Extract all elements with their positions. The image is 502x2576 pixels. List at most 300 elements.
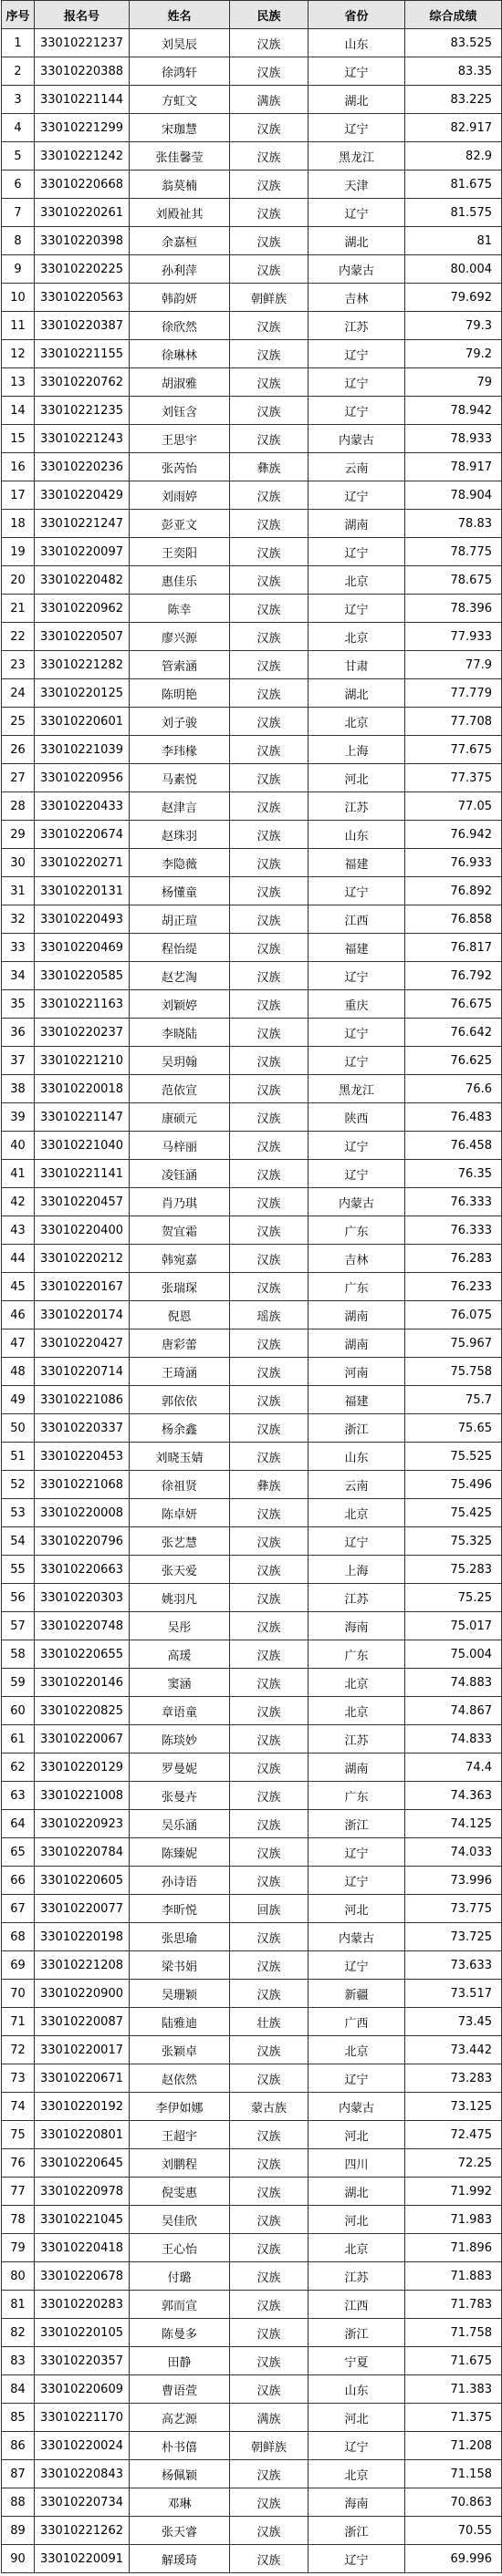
cell-ethnicity: 蒙古族 bbox=[230, 2093, 309, 2121]
cell-name: 罗曼妮 bbox=[130, 1754, 230, 1782]
cell-index: 3 bbox=[2, 86, 35, 114]
table-row bbox=[2, 1301, 502, 1329]
cell-name: 李隐薇 bbox=[130, 849, 230, 877]
cell-ethnicity: 汉族 bbox=[230, 1980, 309, 2008]
cell-name: 梁书娟 bbox=[130, 1951, 230, 1980]
cell-province: 福建 bbox=[309, 1386, 405, 1414]
cell-province: 山东 bbox=[309, 821, 405, 849]
table-row bbox=[2, 86, 502, 114]
cell-name: 刘殿祉其 bbox=[130, 199, 230, 227]
cell-name: 康硕元 bbox=[130, 1103, 230, 1132]
table-row bbox=[2, 2347, 502, 2375]
cell-score: 76.817 bbox=[405, 934, 502, 962]
table-row bbox=[2, 1019, 502, 1047]
cell-reg-number: 33010220131 bbox=[35, 877, 130, 905]
table-row bbox=[2, 1047, 502, 1075]
cell-ethnicity: 汉族 bbox=[230, 255, 309, 284]
cell-name: 杨懂童 bbox=[130, 877, 230, 905]
cell-score: 73.633 bbox=[405, 1951, 502, 1980]
cell-ethnicity: 汉族 bbox=[230, 736, 309, 764]
cell-ethnicity: 汉族 bbox=[230, 2347, 309, 2375]
cell-name: 章语童 bbox=[130, 1697, 230, 1725]
cell-province: 辽宁 bbox=[309, 877, 405, 905]
cell-province: 广西 bbox=[309, 2008, 405, 2036]
table-row bbox=[2, 2064, 502, 2093]
cell-index: 76 bbox=[2, 2149, 35, 2178]
cell-ethnicity: 汉族 bbox=[230, 340, 309, 368]
cell-reg-number: 33010220091 bbox=[35, 2545, 130, 2573]
cell-index: 40 bbox=[2, 1132, 35, 1160]
cell-score: 82.917 bbox=[405, 114, 502, 142]
cell-index: 45 bbox=[2, 1273, 35, 1301]
cell-score: 75.017 bbox=[405, 1612, 502, 1640]
cell-reg-number: 33010220663 bbox=[35, 1556, 130, 1584]
cell-ethnicity: 朝鲜族 bbox=[230, 2432, 309, 2460]
cell-name: 王奕阳 bbox=[130, 538, 230, 566]
cell-score: 76.333 bbox=[405, 1216, 502, 1245]
cell-ethnicity: 汉族 bbox=[230, 142, 309, 171]
cell-reg-number: 33010220400 bbox=[35, 1216, 130, 1245]
cell-name: 郭而宣 bbox=[130, 2291, 230, 2319]
cell-ethnicity: 汉族 bbox=[230, 1188, 309, 1216]
cell-score: 75.496 bbox=[405, 1471, 502, 1499]
cell-score: 72.475 bbox=[405, 2121, 502, 2149]
cell-reg-number: 33010220900 bbox=[35, 1980, 130, 2008]
cell-ethnicity: 汉族 bbox=[230, 2036, 309, 2064]
cell-reg-number: 33010220714 bbox=[35, 1358, 130, 1386]
cell-name: 马梓丽 bbox=[130, 1132, 230, 1160]
table-row bbox=[2, 2375, 502, 2404]
cell-province: 福建 bbox=[309, 934, 405, 962]
table-row bbox=[2, 1895, 502, 1923]
cell-province: 河北 bbox=[309, 2121, 405, 2149]
cell-score: 71.375 bbox=[405, 2404, 502, 2432]
cell-index: 61 bbox=[2, 1725, 35, 1754]
cell-province: 北京 bbox=[309, 2036, 405, 2064]
cell-score: 73.517 bbox=[405, 1980, 502, 2008]
cell-name: 徐欣然 bbox=[130, 312, 230, 340]
table-row bbox=[2, 425, 502, 453]
cell-reg-number: 33010220457 bbox=[35, 1188, 130, 1216]
cell-ethnicity: 汉族 bbox=[230, 679, 309, 708]
cell-province: 江苏 bbox=[309, 312, 405, 340]
cell-name: 李昕悦 bbox=[130, 1895, 230, 1923]
cell-province: 内蒙古 bbox=[309, 2093, 405, 2121]
cell-province: 湖北 bbox=[309, 227, 405, 255]
table-row bbox=[2, 905, 502, 934]
cell-reg-number: 33010220978 bbox=[35, 2178, 130, 2206]
cell-name: 解瑗琦 bbox=[130, 2545, 230, 2573]
table-row bbox=[2, 708, 502, 736]
cell-reg-number: 33010220671 bbox=[35, 2064, 130, 2093]
cell-province: 北京 bbox=[309, 566, 405, 595]
cell-index: 11 bbox=[2, 312, 35, 340]
cell-index: 88 bbox=[2, 2488, 35, 2517]
cell-reg-number: 33010220601 bbox=[35, 708, 130, 736]
cell-ethnicity: 汉族 bbox=[230, 708, 309, 736]
table-row bbox=[2, 1075, 502, 1103]
cell-province: 辽宁 bbox=[309, 397, 405, 425]
cell-index: 48 bbox=[2, 1358, 35, 1386]
cell-reg-number: 33010220784 bbox=[35, 1838, 130, 1867]
cell-score: 78.933 bbox=[405, 425, 502, 453]
cell-ethnicity: 汉族 bbox=[230, 1725, 309, 1754]
cell-index: 14 bbox=[2, 397, 35, 425]
cell-index: 22 bbox=[2, 623, 35, 651]
cell-reg-number: 33010221242 bbox=[35, 142, 130, 171]
cell-ethnicity: 汉族 bbox=[230, 2375, 309, 2404]
cell-ethnicity: 朝鲜族 bbox=[230, 284, 309, 312]
cell-ethnicity: 汉族 bbox=[230, 1527, 309, 1556]
cell-index: 59 bbox=[2, 1669, 35, 1697]
cell-name: 肖乃琪 bbox=[130, 1188, 230, 1216]
cell-reg-number: 33010221155 bbox=[35, 340, 130, 368]
cell-ethnicity: 汉族 bbox=[230, 199, 309, 227]
cell-score: 79.2 bbox=[405, 340, 502, 368]
cell-province: 江西 bbox=[309, 2291, 405, 2319]
cell-province: 湖南 bbox=[309, 1329, 405, 1358]
cell-reg-number: 33010220962 bbox=[35, 595, 130, 623]
table-row bbox=[2, 2206, 502, 2234]
cell-score: 73.775 bbox=[405, 1895, 502, 1923]
cell-index: 79 bbox=[2, 2234, 35, 2262]
cell-province: 北京 bbox=[309, 1499, 405, 1527]
cell-name: 吴彤 bbox=[130, 1612, 230, 1640]
cell-index: 86 bbox=[2, 2432, 35, 2460]
table-row bbox=[2, 1980, 502, 2008]
table-row bbox=[2, 142, 502, 171]
table-row bbox=[2, 764, 502, 792]
table-row bbox=[2, 1443, 502, 1471]
cell-ethnicity: 汉族 bbox=[230, 171, 309, 199]
table-row bbox=[2, 1725, 502, 1754]
cell-ethnicity: 汉族 bbox=[230, 1669, 309, 1697]
cell-reg-number: 33010220748 bbox=[35, 1612, 130, 1640]
cell-province: 辽宁 bbox=[309, 1951, 405, 1980]
cell-score: 74.833 bbox=[405, 1725, 502, 1754]
cell-index: 62 bbox=[2, 1754, 35, 1782]
cell-ethnicity: 汉族 bbox=[230, 1358, 309, 1386]
cell-index: 51 bbox=[2, 1443, 35, 1471]
table-row bbox=[2, 510, 502, 538]
cell-name: 管索涵 bbox=[130, 651, 230, 679]
cell-score: 74.125 bbox=[405, 1810, 502, 1838]
cell-reg-number: 33010220008 bbox=[35, 1499, 130, 1527]
cell-index: 56 bbox=[2, 1584, 35, 1612]
cell-ethnicity: 汉族 bbox=[230, 905, 309, 934]
cell-province: 辽宁 bbox=[309, 1867, 405, 1895]
cell-score: 73.283 bbox=[405, 2064, 502, 2093]
table-row bbox=[2, 1245, 502, 1273]
cell-score: 76.075 bbox=[405, 1301, 502, 1329]
cell-name: 邓琳 bbox=[130, 2488, 230, 2517]
cell-score: 76.233 bbox=[405, 1273, 502, 1301]
cell-score: 71.158 bbox=[405, 2460, 502, 2488]
cell-province: 海南 bbox=[309, 2488, 405, 2517]
cell-index: 65 bbox=[2, 1838, 35, 1867]
cell-score: 83.225 bbox=[405, 86, 502, 114]
cell-reg-number: 33010220796 bbox=[35, 1527, 130, 1556]
header-name: 姓名 bbox=[130, 1, 230, 29]
cell-province: 福建 bbox=[309, 849, 405, 877]
cell-score: 74.4 bbox=[405, 1754, 502, 1782]
cell-name: 宋珈慧 bbox=[130, 114, 230, 142]
cell-score: 71.992 bbox=[405, 2178, 502, 2206]
cell-name: 高艺源 bbox=[130, 2404, 230, 2432]
cell-reg-number: 33010220674 bbox=[35, 821, 130, 849]
cell-name: 马素悦 bbox=[130, 764, 230, 792]
cell-score: 76.333 bbox=[405, 1188, 502, 1216]
cell-ethnicity: 满族 bbox=[230, 2404, 309, 2432]
table-row bbox=[2, 1386, 502, 1414]
table-row bbox=[2, 877, 502, 905]
cell-reg-number: 33010221144 bbox=[35, 86, 130, 114]
cell-ethnicity: 汉族 bbox=[230, 1273, 309, 1301]
table-row bbox=[2, 1640, 502, 1669]
cell-name: 吴佳欣 bbox=[130, 2206, 230, 2234]
cell-reg-number: 33010220261 bbox=[35, 199, 130, 227]
cell-score: 71.883 bbox=[405, 2262, 502, 2291]
cell-ethnicity: 汉族 bbox=[230, 2545, 309, 2573]
cell-index: 6 bbox=[2, 171, 35, 199]
cell-index: 81 bbox=[2, 2291, 35, 2319]
cell-name: 张芮怡 bbox=[130, 453, 230, 481]
cell-ethnicity: 汉族 bbox=[230, 990, 309, 1019]
cell-score: 70.55 bbox=[405, 2517, 502, 2545]
cell-province: 辽宁 bbox=[309, 1019, 405, 1047]
cell-reg-number: 33010221086 bbox=[35, 1386, 130, 1414]
cell-score: 81 bbox=[405, 227, 502, 255]
cell-province: 浙江 bbox=[309, 2517, 405, 2545]
cell-score: 76.283 bbox=[405, 1245, 502, 1273]
cell-reg-number: 33010220398 bbox=[35, 227, 130, 255]
cell-province: 北京 bbox=[309, 2234, 405, 2262]
cell-name: 赵津言 bbox=[130, 792, 230, 821]
table-row bbox=[2, 1867, 502, 1895]
table-row bbox=[2, 1499, 502, 1527]
cell-score: 75.325 bbox=[405, 1527, 502, 1556]
cell-province: 浙江 bbox=[309, 2319, 405, 2347]
cell-index: 27 bbox=[2, 764, 35, 792]
cell-index: 77 bbox=[2, 2178, 35, 2206]
cell-name: 杨余鑫 bbox=[130, 1414, 230, 1443]
cell-reg-number: 33010220801 bbox=[35, 2121, 130, 2149]
cell-score: 76.892 bbox=[405, 877, 502, 905]
header-reg-number: 报名号 bbox=[35, 1, 130, 29]
cell-index: 67 bbox=[2, 1895, 35, 1923]
cell-province: 重庆 bbox=[309, 990, 405, 1019]
cell-index: 71 bbox=[2, 2008, 35, 2036]
cell-index: 31 bbox=[2, 877, 35, 905]
cell-index: 4 bbox=[2, 114, 35, 142]
cell-name: 吴珊颖 bbox=[130, 1980, 230, 2008]
cell-score: 78.775 bbox=[405, 538, 502, 566]
table-row bbox=[2, 1923, 502, 1951]
cell-reg-number: 33010221237 bbox=[35, 29, 130, 57]
cell-score: 83.525 bbox=[405, 29, 502, 57]
cell-score: 76.858 bbox=[405, 905, 502, 934]
cell-name: 张思瑜 bbox=[130, 1923, 230, 1951]
table-row bbox=[2, 2036, 502, 2064]
table-row bbox=[2, 1556, 502, 1584]
cell-reg-number: 33010221008 bbox=[35, 1782, 130, 1810]
cell-ethnicity: 汉族 bbox=[230, 481, 309, 510]
cell-name: 陆雅迪 bbox=[130, 2008, 230, 2036]
table-row bbox=[2, 2460, 502, 2488]
table-row bbox=[2, 368, 502, 397]
cell-reg-number: 33010220146 bbox=[35, 1669, 130, 1697]
cell-ethnicity: 彝族 bbox=[230, 1471, 309, 1499]
cell-index: 28 bbox=[2, 792, 35, 821]
cell-reg-number: 33010220024 bbox=[35, 2432, 130, 2460]
cell-reg-number: 33010220923 bbox=[35, 1810, 130, 1838]
cell-score: 73.725 bbox=[405, 1923, 502, 1951]
cell-name: 赵艺淘 bbox=[130, 962, 230, 990]
cell-index: 46 bbox=[2, 1301, 35, 1329]
cell-name: 刘昊辰 bbox=[130, 29, 230, 57]
table-row bbox=[2, 736, 502, 764]
cell-ethnicity: 汉族 bbox=[230, 1754, 309, 1782]
table-row bbox=[2, 2234, 502, 2262]
table-row bbox=[2, 1584, 502, 1612]
cell-reg-number: 33010221243 bbox=[35, 425, 130, 453]
table-row bbox=[2, 2404, 502, 2432]
cell-province: 湖南 bbox=[309, 1301, 405, 1329]
cell-reg-number: 33010220427 bbox=[35, 1329, 130, 1358]
cell-reg-number: 33010220087 bbox=[35, 2008, 130, 2036]
cell-ethnicity: 汉族 bbox=[230, 566, 309, 595]
cell-score: 78.917 bbox=[405, 453, 502, 481]
cell-ethnicity: 汉族 bbox=[230, 1612, 309, 1640]
cell-score: 74.867 bbox=[405, 1697, 502, 1725]
cell-ethnicity: 汉族 bbox=[230, 1443, 309, 1471]
header-ethnicity: 民族 bbox=[230, 1, 309, 29]
table-row bbox=[2, 1612, 502, 1640]
cell-province: 辽宁 bbox=[309, 340, 405, 368]
table-row bbox=[2, 171, 502, 199]
cell-name: 张天爱 bbox=[130, 1556, 230, 1584]
cell-score: 76.625 bbox=[405, 1047, 502, 1075]
cell-name: 韩韵妍 bbox=[130, 284, 230, 312]
cell-reg-number: 33010220097 bbox=[35, 538, 130, 566]
cell-name: 付璐 bbox=[130, 2262, 230, 2291]
cell-reg-number: 33010220678 bbox=[35, 2262, 130, 2291]
cell-index: 7 bbox=[2, 199, 35, 227]
table-row bbox=[2, 481, 502, 510]
table-row bbox=[2, 1414, 502, 1443]
cell-reg-number: 33010221045 bbox=[35, 2206, 130, 2234]
cell-score: 75.65 bbox=[405, 1414, 502, 1443]
cell-name: 胡淑雅 bbox=[130, 368, 230, 397]
table-row bbox=[2, 566, 502, 595]
cell-name: 刘钰含 bbox=[130, 397, 230, 425]
cell-province: 内蒙古 bbox=[309, 255, 405, 284]
cell-score: 76.6 bbox=[405, 1075, 502, 1103]
cell-index: 34 bbox=[2, 962, 35, 990]
cell-name: 张艺慧 bbox=[130, 1527, 230, 1556]
cell-name: 徐琳林 bbox=[130, 340, 230, 368]
cell-ethnicity: 汉族 bbox=[230, 1132, 309, 1160]
cell-ethnicity: 汉族 bbox=[230, 2460, 309, 2488]
cell-score: 76.35 bbox=[405, 1160, 502, 1188]
cell-score: 78.83 bbox=[405, 510, 502, 538]
cell-name: 田静 bbox=[130, 2347, 230, 2375]
cell-score: 74.883 bbox=[405, 1669, 502, 1697]
cell-name: 刘颖婷 bbox=[130, 990, 230, 1019]
table-row bbox=[2, 679, 502, 708]
cell-ethnicity: 汉族 bbox=[230, 2319, 309, 2347]
cell-province: 甘肃 bbox=[309, 651, 405, 679]
cell-province: 辽宁 bbox=[309, 2064, 405, 2093]
cell-score: 77.9 bbox=[405, 651, 502, 679]
cell-reg-number: 33010221262 bbox=[35, 2517, 130, 2545]
cell-ethnicity: 汉族 bbox=[230, 2149, 309, 2178]
cell-province: 广东 bbox=[309, 1782, 405, 1810]
cell-ethnicity: 汉族 bbox=[230, 595, 309, 623]
cell-reg-number: 33010220482 bbox=[35, 566, 130, 595]
cell-province: 辽宁 bbox=[309, 114, 405, 142]
cell-index: 29 bbox=[2, 821, 35, 849]
table-row bbox=[2, 651, 502, 679]
table-row bbox=[2, 1329, 502, 1358]
cell-province: 上海 bbox=[309, 1556, 405, 1584]
table-row bbox=[2, 1697, 502, 1725]
cell-index: 52 bbox=[2, 1471, 35, 1499]
cell-name: 陈臻妮 bbox=[130, 1838, 230, 1867]
cell-score: 75.758 bbox=[405, 1358, 502, 1386]
cell-score: 73.442 bbox=[405, 2036, 502, 2064]
cell-ethnicity: 汉族 bbox=[230, 2291, 309, 2319]
cell-ethnicity: 汉族 bbox=[230, 1697, 309, 1725]
cell-name: 胡正瑄 bbox=[130, 905, 230, 934]
table-row bbox=[2, 2093, 502, 2121]
cell-name: 韩宛嘉 bbox=[130, 1245, 230, 1273]
cell-score: 71.208 bbox=[405, 2432, 502, 2460]
cell-name: 陈明艳 bbox=[130, 679, 230, 708]
cell-index: 2 bbox=[2, 57, 35, 86]
cell-score: 75.425 bbox=[405, 1499, 502, 1527]
cell-ethnicity: 汉族 bbox=[230, 2517, 309, 2545]
cell-index: 36 bbox=[2, 1019, 35, 1047]
cell-ethnicity: 汉族 bbox=[230, 1782, 309, 1810]
header-score: 综合成绩 bbox=[405, 1, 502, 29]
cell-score: 71.896 bbox=[405, 2234, 502, 2262]
cell-province: 云南 bbox=[309, 453, 405, 481]
cell-index: 57 bbox=[2, 1612, 35, 1640]
cell-reg-number: 33010220337 bbox=[35, 1414, 130, 1443]
cell-index: 1 bbox=[2, 29, 35, 57]
cell-score: 76.483 bbox=[405, 1103, 502, 1132]
cell-index: 50 bbox=[2, 1414, 35, 1443]
cell-name: 陈曼多 bbox=[130, 2319, 230, 2347]
cell-reg-number: 33010220453 bbox=[35, 1443, 130, 1471]
cell-province: 辽宁 bbox=[309, 962, 405, 990]
cell-reg-number: 33010220605 bbox=[35, 1867, 130, 1895]
cell-province: 新疆 bbox=[309, 1980, 405, 2008]
cell-province: 辽宁 bbox=[309, 595, 405, 623]
table-row bbox=[2, 1103, 502, 1132]
table-row bbox=[2, 2008, 502, 2036]
cell-index: 47 bbox=[2, 1329, 35, 1358]
cell-province: 广东 bbox=[309, 1640, 405, 1669]
cell-province: 北京 bbox=[309, 708, 405, 736]
cell-province: 内蒙古 bbox=[309, 425, 405, 453]
cell-reg-number: 33010220645 bbox=[35, 2149, 130, 2178]
cell-index: 38 bbox=[2, 1075, 35, 1103]
cell-ethnicity: 汉族 bbox=[230, 962, 309, 990]
cell-index: 69 bbox=[2, 1951, 35, 1980]
cell-score: 76.933 bbox=[405, 849, 502, 877]
